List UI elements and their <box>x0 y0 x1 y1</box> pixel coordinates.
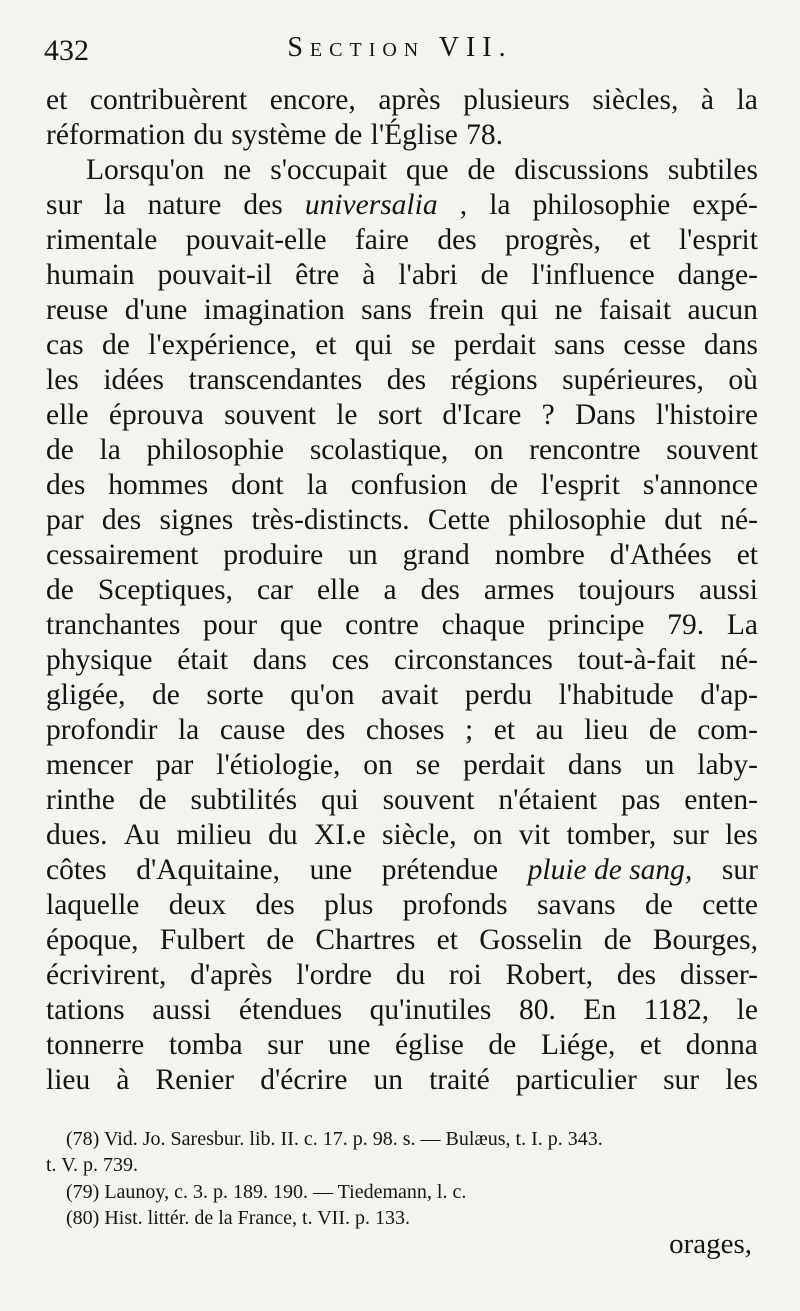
word: sur <box>663 1064 700 1096</box>
word: écrivirent, <box>46 959 167 991</box>
text-line <box>46 887 758 923</box>
text-line <box>46 782 758 818</box>
text-line <box>46 187 758 223</box>
word: l'expérience, <box>148 329 297 361</box>
word: encore, <box>269 84 356 116</box>
word: qu'inutiles <box>369 994 492 1026</box>
word: s'occupait <box>270 154 387 186</box>
word: sort <box>377 399 423 431</box>
word: tomba <box>168 1029 243 1061</box>
word: faire <box>354 224 409 256</box>
word: discussions <box>514 154 649 186</box>
word: dange- <box>677 259 758 291</box>
text-line <box>46 1062 758 1098</box>
word: ; <box>465 714 474 746</box>
word: roi <box>448 959 482 991</box>
word: être <box>295 259 340 291</box>
word: ? <box>541 399 555 431</box>
word: lieu <box>584 714 629 746</box>
catchword: orages, <box>669 1228 752 1260</box>
word: la <box>306 469 328 501</box>
word: des <box>101 504 142 536</box>
word: perdait <box>463 749 546 781</box>
word: de <box>490 469 518 501</box>
word: progrès, <box>505 224 601 256</box>
word: un <box>348 539 378 571</box>
word: de <box>603 924 632 956</box>
word: l'esprit <box>540 469 620 501</box>
word: un <box>644 749 675 781</box>
word: et <box>736 539 758 571</box>
word: 1182, <box>643 994 710 1026</box>
text-line <box>46 152 758 188</box>
word: Bourges, <box>652 924 758 956</box>
word: rinthe <box>46 784 115 816</box>
word: pas <box>621 784 661 816</box>
text-line <box>46 852 758 888</box>
word: de <box>151 679 180 711</box>
word: XI.e <box>314 819 366 851</box>
word: à <box>116 1064 130 1096</box>
word: Sceptiques, <box>97 574 233 606</box>
word: sans <box>361 294 412 326</box>
word: signes <box>159 504 234 536</box>
word: mencer <box>46 749 133 781</box>
word: aucun <box>687 294 758 326</box>
word: tonnerre <box>46 1029 145 1061</box>
word: ces <box>331 644 370 676</box>
word: de <box>46 434 74 466</box>
word: dont <box>231 469 284 501</box>
text-line <box>46 537 758 573</box>
word: après <box>378 84 441 116</box>
word: choses <box>365 714 445 746</box>
word: grand <box>402 539 470 571</box>
word: pour <box>203 609 258 641</box>
word: des <box>437 224 477 256</box>
word: de <box>266 924 295 956</box>
word: les <box>725 819 758 851</box>
word: on <box>363 749 393 781</box>
word: avait <box>381 679 439 711</box>
word: donna <box>685 1029 758 1061</box>
word: pouvait-il <box>157 259 273 291</box>
word: tranchantes <box>46 609 181 641</box>
word: l'Église <box>370 119 458 151</box>
word: dues. <box>46 819 108 851</box>
word: prétendue <box>381 854 499 886</box>
word: du <box>268 819 298 851</box>
word: sur <box>267 1029 304 1061</box>
word: ne <box>554 294 583 326</box>
word: était <box>177 644 229 676</box>
word: Cette <box>427 504 491 536</box>
word: produire <box>223 539 324 571</box>
word: et <box>629 224 651 256</box>
word: elle <box>46 399 89 431</box>
word: sorte <box>206 679 264 711</box>
word: Dans <box>575 399 636 431</box>
word: l'ordre <box>296 959 372 991</box>
word: savans <box>537 889 616 921</box>
text-line <box>46 957 758 993</box>
word: des <box>255 889 295 921</box>
text-line <box>46 292 758 328</box>
word: subtiles <box>667 154 758 186</box>
word: sur <box>46 189 83 221</box>
footnote-78: (78) Vid. Jo. Saresbur. lib. II. c. 17. p. 98. s. — Bulæus, t. I. p. 343. <box>66 1128 603 1150</box>
word: Renier <box>155 1064 235 1096</box>
word: on <box>473 434 504 466</box>
word: En <box>583 994 617 1026</box>
word: sur <box>721 854 758 886</box>
word: de <box>648 714 677 746</box>
text-line <box>46 327 758 363</box>
word: cause <box>219 714 286 746</box>
word: vit <box>518 819 551 851</box>
word: elle <box>316 574 360 606</box>
word: sur <box>672 819 709 851</box>
word: à <box>700 84 715 116</box>
word: faisait <box>598 294 672 326</box>
word: du <box>193 119 223 151</box>
word: et <box>46 84 68 116</box>
footnote-80: (80) Hist. littér. de la France, t. VII. p. 133. <box>66 1207 411 1229</box>
word: l'abri <box>398 259 458 291</box>
word: a <box>383 574 397 606</box>
word: souvent <box>382 784 475 816</box>
word: se <box>410 329 436 361</box>
word: toujours <box>578 574 675 606</box>
word: Gosselin <box>479 924 583 956</box>
word: reuse <box>46 294 109 326</box>
word: des <box>243 189 283 221</box>
word: et <box>436 924 458 956</box>
word: aussi <box>698 574 758 606</box>
word: des <box>386 364 427 396</box>
word: très-distincts. <box>251 504 410 536</box>
word: d'après <box>190 959 273 991</box>
word: dut <box>664 504 703 536</box>
word: circonstances <box>394 644 553 676</box>
word: l'histoire <box>655 399 758 431</box>
word: tomber, <box>566 819 657 851</box>
word: éprouva <box>108 399 204 431</box>
word: régions <box>450 364 538 396</box>
page-number: 432 <box>44 34 89 67</box>
word: cesse <box>623 329 686 361</box>
word: 80. <box>518 994 556 1026</box>
word: frein <box>428 294 485 326</box>
word: contre <box>345 609 419 641</box>
word: côtes <box>46 854 107 886</box>
word: aussi <box>152 994 212 1026</box>
text-line <box>46 1027 758 1063</box>
word: par <box>46 504 84 536</box>
word: une <box>309 854 353 886</box>
word: pluie de sang, <box>527 854 693 886</box>
word: d'ap- <box>700 679 758 711</box>
text-line <box>46 82 758 118</box>
word: subtilités <box>190 784 298 816</box>
word: expé- <box>692 189 758 221</box>
word: disser- <box>679 959 758 991</box>
word: qu'on <box>290 679 355 711</box>
word: La <box>726 609 758 641</box>
word: on <box>472 819 503 851</box>
word: traité <box>429 1064 490 1096</box>
word: laquelle <box>46 889 140 921</box>
text-line <box>46 502 758 538</box>
word: d'écrire <box>260 1064 348 1096</box>
word: dans <box>567 749 622 781</box>
word: Au <box>123 819 160 851</box>
word: principe <box>547 609 645 641</box>
word: étendues <box>238 994 343 1026</box>
word: où <box>728 364 758 396</box>
word: l'étiologie, <box>216 749 341 781</box>
word: rimentale <box>46 224 158 256</box>
word: l'influence <box>531 259 655 291</box>
word: 78. <box>466 119 504 151</box>
word: de <box>138 784 167 816</box>
word: sans <box>554 329 605 361</box>
word: de <box>46 574 74 606</box>
word: de <box>334 119 363 151</box>
word: se <box>415 749 441 781</box>
word: d'une <box>124 294 188 326</box>
word: et <box>639 1029 662 1061</box>
word: profondir <box>46 714 158 746</box>
word: Robert, <box>505 959 594 991</box>
word: d'Aquitaine, <box>136 854 280 886</box>
text-line <box>46 432 758 468</box>
word: que <box>405 154 449 186</box>
text-line <box>46 642 758 678</box>
word: que <box>279 609 323 641</box>
word: église <box>395 1029 464 1061</box>
word: siècles, <box>592 84 679 116</box>
word: de <box>102 329 130 361</box>
word: une <box>327 1029 371 1061</box>
word: confusion <box>350 469 468 501</box>
text-line <box>46 747 758 783</box>
word: gligée, <box>46 679 126 711</box>
page-header <box>44 30 756 74</box>
word: particulier <box>515 1064 637 1096</box>
word: physique <box>46 644 153 676</box>
word: la <box>177 714 200 746</box>
word: Chartres <box>315 924 416 956</box>
word: d'Athées <box>609 539 712 571</box>
word: des <box>420 574 460 606</box>
word: de <box>645 889 673 921</box>
word: plusieurs <box>463 84 570 116</box>
text-line <box>46 222 758 258</box>
word: lieu <box>46 1064 91 1096</box>
word: milieu <box>176 819 252 851</box>
word: des <box>46 469 86 501</box>
word: souvent <box>224 399 316 431</box>
word: la <box>99 434 121 466</box>
word: Fulbert <box>159 924 246 956</box>
running-title: Section VII. <box>287 32 513 63</box>
text-line <box>46 362 758 398</box>
word: n'étaient <box>498 784 598 816</box>
word: rencontre <box>529 434 641 466</box>
word: dans <box>703 329 758 361</box>
word: idées <box>103 364 164 396</box>
text-line <box>46 607 758 643</box>
word: siècle, <box>382 819 457 851</box>
word: philosophie <box>146 434 285 466</box>
word: par <box>155 749 194 781</box>
word: tations <box>46 994 125 1026</box>
word: dans <box>252 644 307 676</box>
word: et <box>493 714 516 746</box>
word: universalia <box>304 189 438 221</box>
word: né- <box>720 504 758 536</box>
word: profonds <box>402 889 508 921</box>
word: un <box>373 1064 403 1096</box>
word: cessairement <box>46 539 199 571</box>
word: cas <box>46 329 84 361</box>
word: des <box>616 959 657 991</box>
word: la <box>736 84 758 116</box>
word: les <box>725 1064 758 1096</box>
word: né- <box>720 644 758 676</box>
word: chaque <box>441 609 526 641</box>
word: le <box>736 994 758 1026</box>
word: humain <box>46 259 135 291</box>
word: scolastique, <box>309 434 449 466</box>
word: des <box>305 714 346 746</box>
word: perdu <box>464 679 533 711</box>
word: nature <box>147 189 222 221</box>
word: la <box>489 189 511 221</box>
word: car <box>256 574 293 606</box>
word: ne <box>223 154 252 186</box>
word: contribuèrent <box>89 84 248 116</box>
text-line <box>46 117 758 153</box>
word: s'annonce <box>642 469 758 501</box>
word: com- <box>697 714 758 746</box>
word: de <box>488 1029 517 1061</box>
text-line <box>46 992 758 1028</box>
text-line <box>46 817 758 853</box>
word: à <box>362 259 376 291</box>
word: souvent <box>666 434 758 466</box>
word: transcendantes <box>188 364 363 396</box>
word: qui <box>354 329 393 361</box>
word: , <box>459 189 468 221</box>
word: l'esprit <box>678 224 758 256</box>
footnote-79: (79) Launoy, c. 3. p. 189. 190. — Tiedemann, l. c. <box>66 1181 467 1203</box>
word: 79. <box>667 609 705 641</box>
word: l'habitude <box>558 679 674 711</box>
word: supérieures, <box>562 364 704 396</box>
word: pouvait-elle <box>185 224 327 256</box>
word: laby- <box>697 749 758 781</box>
word: tout-à-fait <box>577 644 696 676</box>
word: deux <box>168 889 227 921</box>
text-line <box>46 712 758 748</box>
footnote-78-continuation: t. V. p. 739. <box>46 1154 139 1176</box>
word: perdait <box>453 329 536 361</box>
word: qui <box>500 294 539 326</box>
word: réformation <box>46 119 186 151</box>
word: plus <box>324 889 374 921</box>
word: armes <box>483 574 555 606</box>
word: imagination <box>203 294 345 326</box>
word: nombre <box>494 539 585 571</box>
word: qui <box>321 784 359 816</box>
text-line <box>46 922 758 958</box>
word: d'Icare <box>442 399 522 431</box>
word: enten- <box>684 784 758 816</box>
word: système <box>231 119 327 151</box>
word: les <box>46 364 79 396</box>
text-line <box>46 677 758 713</box>
word: de <box>467 154 496 186</box>
word: de <box>480 259 509 291</box>
word: Lorsqu'on <box>86 154 205 186</box>
text-line <box>46 257 758 293</box>
text-line <box>46 572 758 608</box>
word: Liége, <box>540 1029 616 1061</box>
word: et <box>315 329 337 361</box>
word: philosophie <box>532 189 671 221</box>
text-line <box>46 467 758 503</box>
word: au <box>535 714 564 746</box>
word: hommes <box>108 469 209 501</box>
word: la <box>104 189 126 221</box>
word: philosophie <box>508 504 647 536</box>
word: le <box>336 399 358 431</box>
text-line <box>46 397 758 433</box>
word: cette <box>702 889 758 921</box>
word: du <box>395 959 426 991</box>
word: époque, <box>46 924 139 956</box>
